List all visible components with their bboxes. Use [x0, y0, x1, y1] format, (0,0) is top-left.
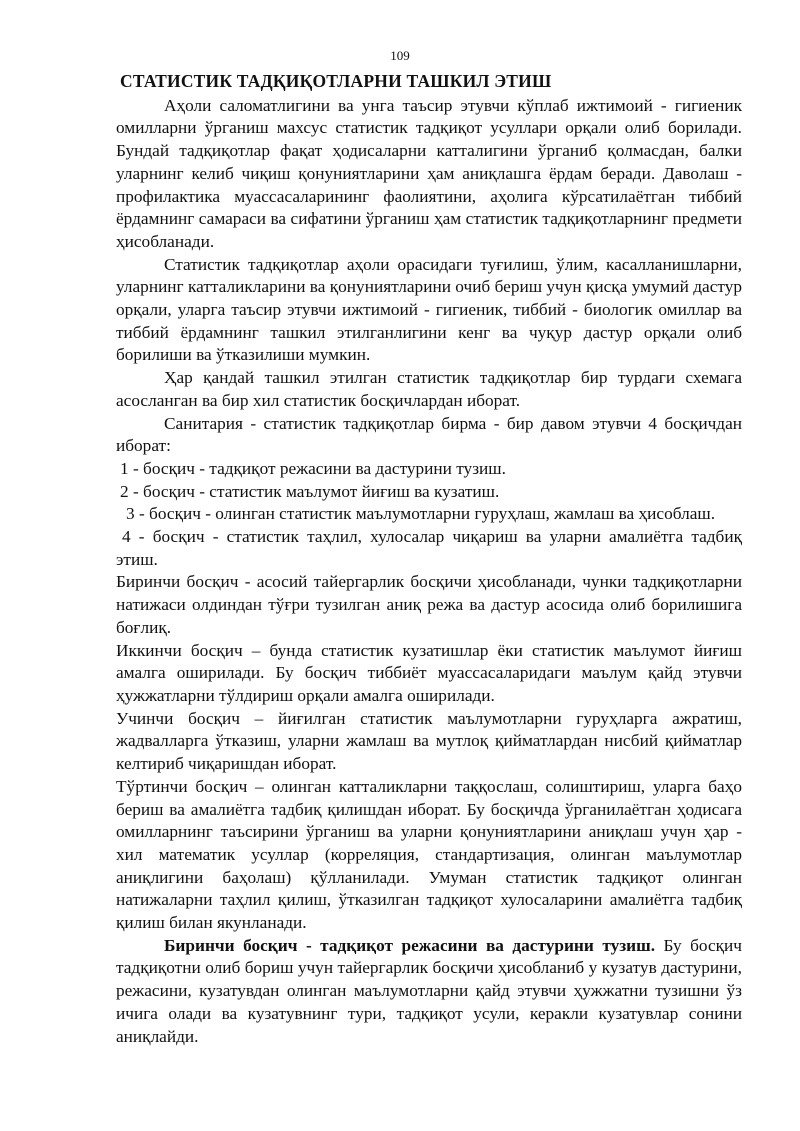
- section-title: СТАТИСТИК ТАДҚИҚОТЛАРНИ ТАШКИЛ ЭТИШ: [120, 71, 552, 91]
- page-number: 109: [390, 48, 410, 63]
- paragraph-intro: Аҳоли саломатлигини ва унга таъсир этувчи кўплаб ижтимоий - гигиеник омилларни ўрганиш махсус статистик тадқиқот усуллари орқали олиб борилади. Бундай тадқиқотлар фақат ҳодисаларни катталигини ўрганиб қолмасдан, балки уларнинг келиб чиқиш қонуниятларини ҳам аниқлашга ёрдам беради. Даволаш - профилактика муассасаларининг фаолиятини, аҳолига кўрсатилаётган тиббий ёрдамнинг самараси ва сифатини ўрганиш ҳам статистик тадқиқотларнинг предмети ҳисобланади.: [116, 95, 742, 251]
- first-stage-text: Бу босқич тадқиқотни олиб бориш учун тайергарлик босқичи ҳисобланиб у кузатув дастурини, режасини, кузатувдан олинган маълумотларни қайд этувчи ҳужжатни тузишни ўз ичига олади ва кузатувнинг тури, тадқиқот усули, керакли кузатувлар сонини аниқлайди.: [116, 935, 742, 1046]
- page-content: [116, 70, 742, 1048]
- paragraph-fourth-stage: Тўртинчи босқич – олинган катталикларни таққослаш, солиштириш, уларга баҳо бериш ва амалиётга тадбиқ қилишдан иборат. Бу босқичда ўрганилаётган ҳодисага омилларнинг таъсирини ўрганиш ва уларни қонуниятларини аниқлаш учун ҳар - хил математик усуллар (корреляция, стандартизация, олинган маълумотлар аниқлигини баҳолаш) қўлланилади. Умуман статистик тадқиқот олинган натижаларни таҳлил қилиш, ўтказилган тадқиқот хулосаларини амалиётга тадбиқ қилиш билан якунланади.: [116, 776, 742, 933]
- stage-item-2: 2 - босқич - статистик маълумот йиғиш ва кузатиш.: [120, 481, 500, 501]
- paragraph-first-stage: Биринчи босқич - асосий тайергарлик босқичи ҳисобланади, чунки тадқиқотларни натижаси олдиндан тўғри тузилган аниқ режа ва дастур асосида олиб борилишига боғлиқ.: [116, 572, 742, 637]
- paragraph-scheme: Ҳар қандай ташкил этилган статистик тадқиқотлар бир турдаги схемага асосланган ва бир хил статистик босқичлардан иборат.: [116, 368, 742, 410]
- paragraph-third-stage: Учинчи босқич – йиғилган статистик маълумотларни гуруҳларга ажратиш, жадвалларга ўтказиш, уларни жамлаш ва мутлоқ қийматлардан нисбий қийматлар келтириб чиқаришдан иборат.: [116, 708, 742, 774]
- stage-item-1: 1 - босқич - тадқиқот режасини ва дастурини тузиш.: [120, 458, 506, 478]
- first-stage-heading: Биринчи босқич - тадқиқот режасини ва дастурини тузиш.: [164, 935, 656, 955]
- paragraph-second-stage: Иккинчи босқич – бунда статистик кузатишлар ёки статистик маълумот йиғиш амалга оширилади. Бу босқич тиббиёт муассасаларидаги маълум қайд этувчи ҳужжатларни тўлдириш орқали амалга оширилади.: [116, 640, 742, 705]
- paragraph-research-scope: Статистик тадқиқотлар аҳоли орасидаги туғилиш, ўлим, касалланишларни, уларнинг катталикларини ва қонуниятларини очиб бериш учун қисқа умумий дастур орқали, уларга таъсир этувчи ижтимоий - гигиеник, тиббий - биологик омиллар ва тиббий ёрдамнинг ташкил этилганлигини кенг ва чуқур дастур орқали олиб борилиши ва ўтказилиши мумкин.: [116, 254, 742, 365]
- paragraph-first-stage-detail: [116, 935, 742, 1049]
- stage-item-3: 3 - босқич - олинган статистик маълумотларни гуруҳлаш, жамлаш ва ҳисоблаш.: [126, 504, 716, 524]
- paragraph-stages-intro: Санитария - статистик тадқиқотлар бирма - бир давом этувчи 4 босқичдан иборат:: [116, 413, 742, 456]
- stage-item-4: 4 - босқич - статистик таҳлил, хулосалар чиқариш ва уларни амалиётга тадбиқ этиш.: [116, 527, 742, 569]
